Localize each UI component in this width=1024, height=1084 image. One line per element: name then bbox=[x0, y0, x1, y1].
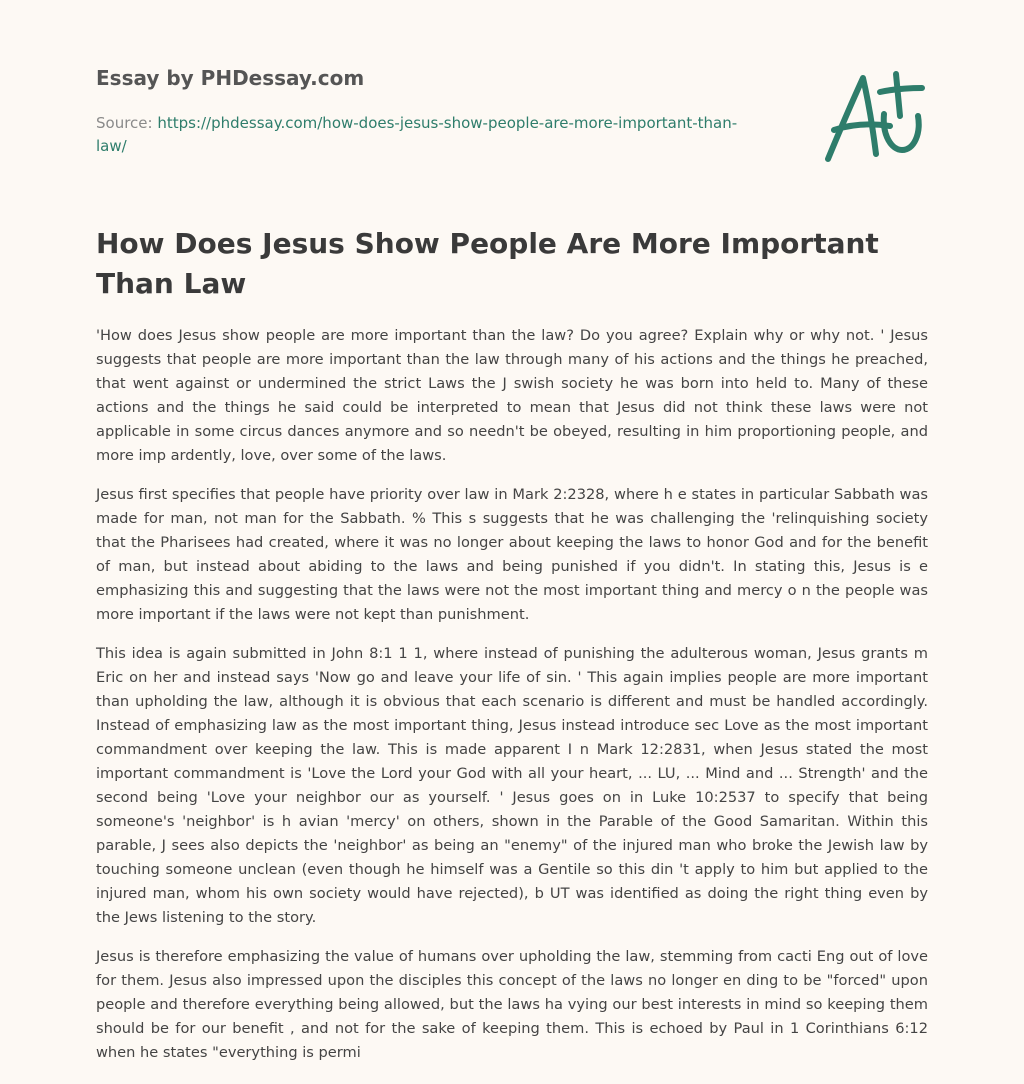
essay-title: How Does Jesus Show People Are More Important Than Law bbox=[96, 227, 879, 300]
logo-plus-vertical bbox=[896, 74, 900, 116]
brand-title: Essay by PHDessay.com bbox=[96, 66, 365, 90]
essay-body bbox=[96, 324, 928, 1080]
source-link[interactable]: https://phdessay.com/how-does-jesus-show-people-are-more-important-than-law/ bbox=[96, 114, 738, 155]
essay-paragraph: 'How does Jesus show people are more important than the law? Do you agree? Explain why or why not. ' Jesus suggests that people are more important than the law through many of his actions and the things he preached, that went against or undermined the strict Laws the J swish society he was born into held to. Many of these actions and the things he said could be interpreted to mean that Jesus did not think these laws were not applicable in some circus dances anymore and so needn't be obeyed, resulting in him proportioning people, and more imp ardently, love, over some of the laws. bbox=[96, 327, 928, 464]
a-plus-logo-icon bbox=[818, 66, 930, 166]
logo-plus-horizontal bbox=[880, 88, 922, 92]
logo-swoosh bbox=[884, 114, 919, 150]
essay-paragraph: Jesus is therefore emphasizing the value of humans over upholding the law, stemming from cacti Eng out of love for them. Jesus also impressed upon the disciples this concept of the laws no longer en ding to be "forced" upon people and therefore everything being allowed, but the laws ha vying our best interests in mind so keeping them should be for our benefit , and not for the sake of keeping them. This is echoed by Paul in 1 Corinthians 6:12 when he states "everything is permi bbox=[96, 948, 928, 1061]
essay-paragraph: This idea is again submitted in John 8:1 1 1, where instead of punishing the adulterous woman, Jesus grants m Eric on her and instead says 'Now go and leave your life of sin. ' This again implies people are more important than upholding the law, although it is obvious that each scenario is different and must be handled accordingly. Instead of emphasizing law as the most important thing, Jesus instead introduce sec Love as the most important commandment over keeping the law. This is made apparent I n Mark 12:2831, when Jesus stated the most important commandment is 'Love the Lord your God with all your heart, ... LU, ... Mind and ... Strength' and the second being 'Love your neighbor our as yourself. ' Jesus goes on in Luke 10:2537 to specify that being someone's 'neighbor' is h avian 'mercy' on others, shown in the Parable of the Good Samaritan. Within this parable, J sees also depicts the 'neighbor' as being an "enemy" of the injured man who broke the Jewish law by touching someone unclean (even though he himself was a Gentile so this din 't apply to him but applied to the injured man, whom his own society would have rejected), b UT was identified as doing the right thing even by the Jews listening to the story. bbox=[96, 645, 928, 926]
source-line bbox=[96, 112, 756, 158]
essay-paragraph: Jesus first specifies that people have priority over law in Mark 2:2328, where h e states in particular Sabbath was made for man, not man for the Sabbath. % This s suggests that he was challenging the 'relinquishing society that the Pharisees had created, where it was no longer about keeping the laws to honor God and for the benefit of man, but instead about abiding to the laws and being punished if you didn't. In stating this, Jesus is e emphasizing this and suggesting that the laws were not the most important thing and mercy o n the people was more important if the laws were not kept than punishment. bbox=[96, 486, 928, 623]
logo-a-stroke bbox=[828, 78, 876, 159]
source-label: Source: bbox=[96, 114, 158, 132]
